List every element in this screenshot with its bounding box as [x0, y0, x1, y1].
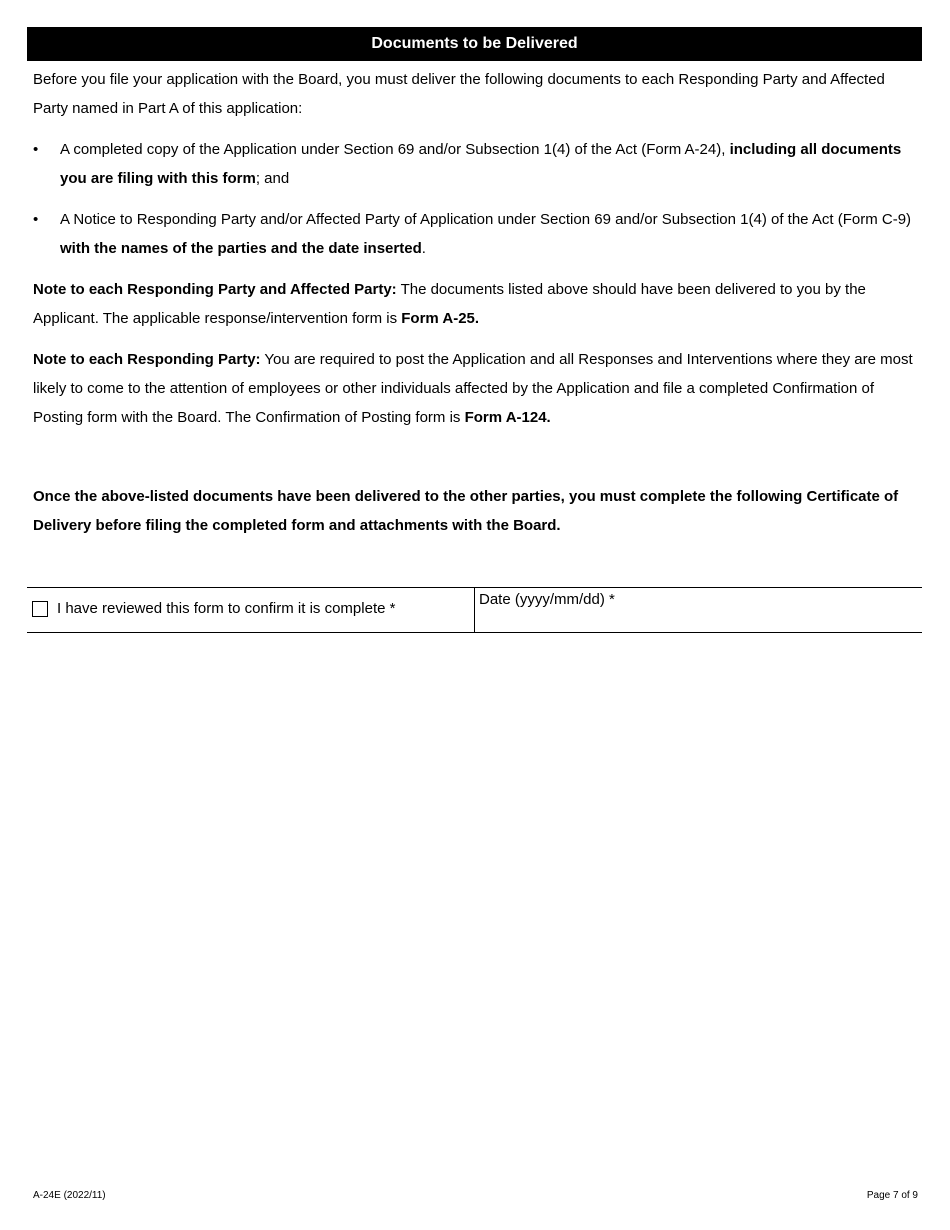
form-id: A-24E (2022/11)	[33, 1190, 106, 1201]
bullet-text-part: A Notice to Responding Party and/or Affected Party of Application under Section 69 and/or Subsection 1(4) of the Act (Form C-9)	[60, 211, 912, 228]
date-label: Date (yyyy/mm/dd) *	[479, 591, 615, 608]
section-header	[27, 27, 922, 61]
intro-paragraph: Before you file your application with the Board, you must deliver the following documents to each Responding Party and Affected Party named in Part A of this application:	[33, 71, 885, 117]
page-number: Page 7 of 9	[866, 1190, 918, 1201]
bullet-text-part: .	[421, 240, 426, 257]
bullet-marker: •	[33, 211, 39, 228]
note-form-reference: Form A-25.	[401, 310, 480, 327]
note-heading: Note to each Responding Party:	[33, 351, 261, 368]
certificate-of-delivery	[27, 587, 922, 633]
note-text: The documents listed above should have been delivered to you by the Applicant. The applicable response/intervention form is	[33, 281, 866, 327]
bullet-emphasis: with the names of the parties and the date inserted	[60, 240, 422, 257]
date-input[interactable]	[479, 610, 915, 628]
bullet-emphasis: including all documents you are filing with this form	[60, 141, 902, 187]
bullet-marker: •	[33, 141, 39, 158]
bullet-text-part: A completed copy of the Application under Section 69 and/or Subsection 1(4) of the Act (Form A-24),	[60, 141, 730, 158]
note-responding	[33, 345, 918, 432]
review-checkbox-label: I have reviewed this form to confirm it is complete *	[57, 600, 396, 617]
review-checkbox[interactable]	[32, 601, 48, 617]
bullet-text	[60, 205, 918, 263]
section-title: Documents to be Delivered	[371, 35, 578, 52]
note-form-reference: Form A-124.	[464, 409, 551, 426]
bullet-text-part: ; and	[255, 170, 290, 187]
note-heading: Note to each Responding Party and Affected Party:	[33, 281, 397, 298]
note-responding-affected	[33, 275, 918, 333]
date-cell	[476, 588, 922, 632]
bullet-text	[60, 135, 918, 193]
note-text: You are required to post the Application and all Responses and Interventions where they are most likely to come to the attention of employees or other individuals affected by the Application and file a completed Confirmation of Posting form with the Board. The Confirmation of Posting form is	[33, 351, 913, 426]
certificate-instruction: Once the above-listed documents have been delivered to the other parties, you must complete the following Certificate of Delivery before filing the completed form and attachments with the Board.	[33, 488, 899, 534]
review-cell	[27, 588, 475, 632]
